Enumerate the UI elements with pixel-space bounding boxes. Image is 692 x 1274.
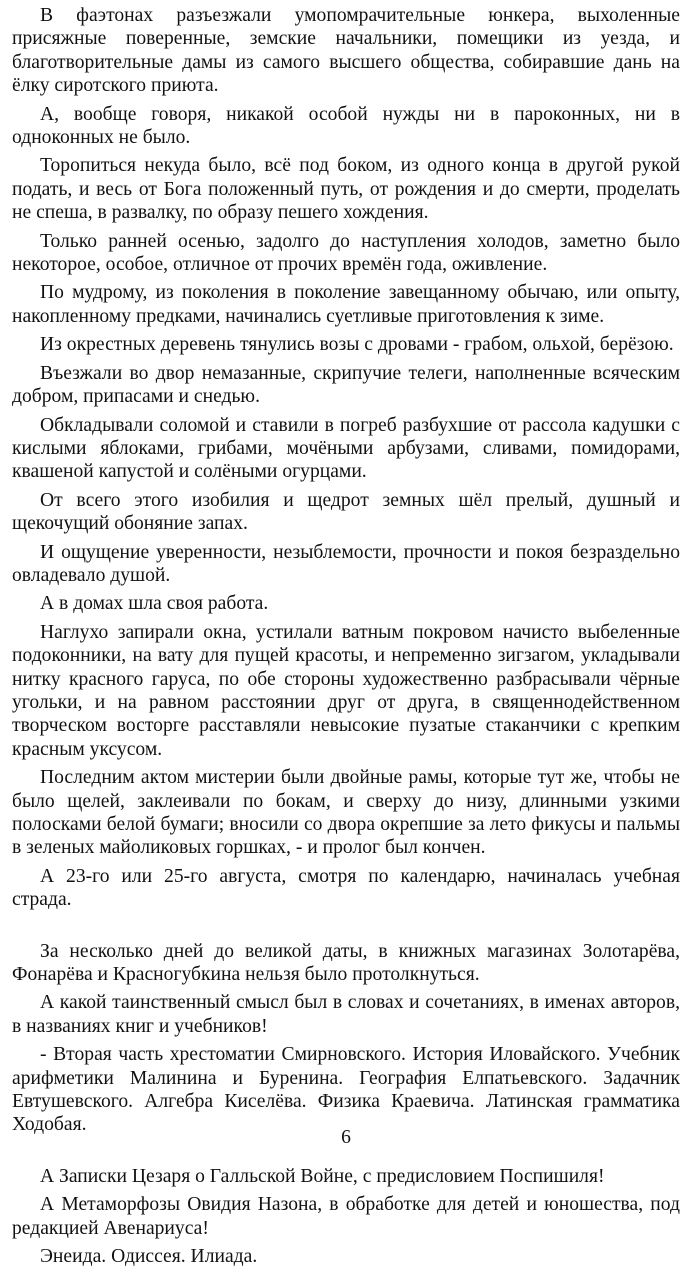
paragraph: А какой таинственный смысл был в словах и сочетаниях, в именах авторов, в названиях книг и учебников! xyxy=(12,992,680,1037)
page-body xyxy=(12,4,680,1274)
paragraph: Обкладывали соломой и ставили в погреб разбухшие от рассола кадушки с кислыми яблоками, грибами, мочёными арбузами, сливами, помидорами, квашеной капустой и солёными огурцами. xyxy=(12,414,680,483)
paragraph: А Метаморфозы Овидия Назона, в обработке для детей и юношества, под редакцией Авенариуса! xyxy=(12,1194,680,1239)
paragraph: Торопиться некуда было, всё под боком, из одного конца в другой рукой подать, и весь от Бога положенный путь, от рождения и до смерти, проделать не спеша, в развалку, по образу пешего хождения. xyxy=(12,155,680,224)
paragraph: Энеида. Одиссея. Илиада. xyxy=(40,1246,258,1268)
page-number: 6 xyxy=(341,1127,351,1148)
paragraph: А Записки Цезаря о Галльской Войне, с предисловием Поспишиля! xyxy=(40,1165,605,1187)
paragraph: Последним актом мистерии были двойные рамы, которые тут же, чтобы не было щелей, заклеивали по бокам, и сверху до низу, длинными узкими полосками белой бумаги; вносили со двора окрепшие за лето фикусы и пальмы в зеленых майоликовых горшках, - и пролог был кончен. xyxy=(12,767,680,859)
paragraph: От всего этого изобилия и щедрот земных шёл прелый, душный и щекочущий обоняние запах. xyxy=(12,489,680,535)
paragraph: По мудрому, из поколения в поколение завещанному обычаю, или опыту, накопленному предками, начинались суетливые приготовления к зиме. xyxy=(12,282,680,327)
paragraph: Въезжали во двор немазанные, скрипучие телеги, наполненные всяческим добром, припасами и снедью. xyxy=(12,362,680,408)
paragraph: А в домах шла своя работа. xyxy=(40,593,269,615)
paragraph: И ощущение уверенности, незыблемости, прочности и покоя безраздельно овладевало душой. xyxy=(12,541,680,586)
paragraph: Наглухо запирали окна, устилали ватным покровом начисто выбеленные подоконники, на вату для пущей красоты, и непременно зигзагом, укладывали нитку красного гаруса, по обе стороны художественно разбрасывали чёрные угольки, и на равном расстоянии друг от друга, в священнодейственном творческом восторге расставляли невысокие пузатые стаканчики с крепким красным уксусом. xyxy=(12,621,680,760)
paragraph: Только ранней осенью, задолго до наступления холодов, заметно было некоторое, особое, отличное от прочих времён года, оживление. xyxy=(12,230,680,276)
paragraph: А 23-го или 25-го августа, смотря по календарю, начиналась учебная страда. xyxy=(12,865,680,911)
paragraph: - Вторая часть хрестоматии Смирновского. История Иловайского. Учебник арифметики Малинина и Буренина. География Елпатьевского. Задачник Евтушевского. Алгебра Киселёва. Физика Краевича. Латинская грамматика Ходобая. xyxy=(12,1044,680,1136)
paragraph: В фаэтонах разъезжали умопомрачительные юнкера, выхоленные присяжные поверенные, земские начальники, помещики из уезда, и благотворительные дамы из самого высшего общества, собиравшие дань на ёлку сиротского приюта. xyxy=(12,5,680,97)
paragraph: Из окрестных деревень тянулись возы с дровами - грабом, ольхой, берёзою. xyxy=(40,334,674,356)
paragraph: А, вообще говоря, никакой особой нужды ни в пароконных, ни в одноконных не было. xyxy=(12,103,680,149)
paragraph: За несколько дней до великой даты, в книжных магазинах Золотарёва, Фонарёва и Красногубкина нельзя было протолкнуться. xyxy=(12,940,680,986)
